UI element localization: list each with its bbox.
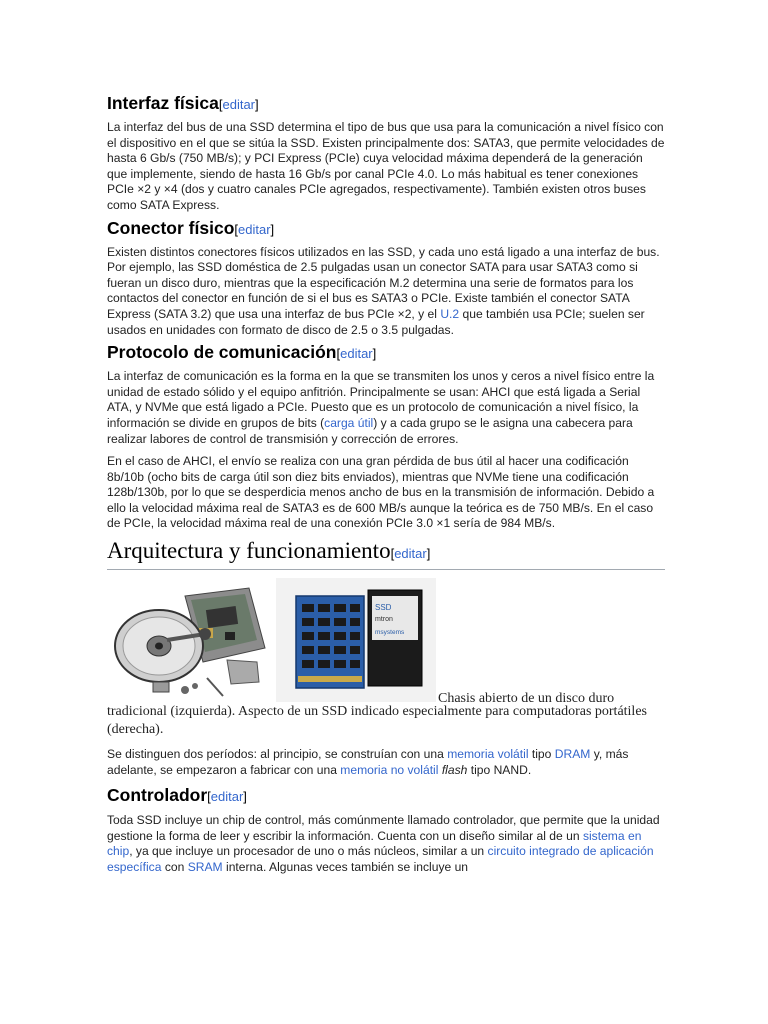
link-carga-util[interactable]: carga útil xyxy=(324,415,374,430)
ssd-image[interactable] xyxy=(276,578,436,702)
edit-section-link-wrapper: [editar] xyxy=(218,97,259,112)
link-circuito-integrado[interactable]: circuito integrado de aplicación específica xyxy=(107,844,654,875)
paragraph-protocolo-1 xyxy=(107,369,665,447)
text-run: Toda SSD incluye un chip de control, más comúnmente llamado controlador, que permite que la unidad gestione la forma de leer y escribir la información. Cuenta con un diseño similar al de un xyxy=(107,813,660,843)
article-content xyxy=(107,92,665,876)
heading-protocolo xyxy=(107,341,665,365)
text-run: con xyxy=(161,860,188,875)
link-dram[interactable]: DRAM xyxy=(554,747,591,762)
paragraph-protocolo-2: En el caso de AHCI, el envío se realiza con una gran pérdida de bus útil al hacer una codificación 8b/10b (ocho bits de carga útil son diez bits enviados), mientras que NVMe tiene una codificación 128b/130b, por lo que se desperdicia menos ancho de bus en la transmisión de información. Debido a ello la velocidad máxima real de SATA3 es de 600 MB/s aunque la teórica es de 750 MB/s. En el caso de PCIe, la velocidad máxima real de una conexión PCIe 3.0 ×1 sería de 984 MB/s. xyxy=(107,454,655,531)
figure-caption: tradicional (izquierda). Aspecto de un SSD indicado especialmente para computadoras portátiles (derecha). xyxy=(107,704,647,738)
text-run: ) y a cada grupo se le asigna una cabecera para realizar labores de control de transmisión y corrección de errores. xyxy=(107,415,633,446)
link-memoria-volatil[interactable]: memoria volátil xyxy=(447,747,529,762)
ssd-label-text: msystems xyxy=(375,629,405,637)
heading-text: Controlador xyxy=(107,785,208,806)
heading-arquitectura xyxy=(107,537,665,570)
edit-link-controlador[interactable]: editar xyxy=(210,789,244,805)
text-run: tipo xyxy=(528,747,555,762)
edit-link-arquitectura[interactable]: editar xyxy=(394,546,427,562)
heading-conector-fisico xyxy=(107,217,665,241)
text-run: y, más adelante, se empezaron a fabricar con una xyxy=(107,747,629,777)
heading-controlador xyxy=(107,784,665,808)
edit-section-link-wrapper: [editar] xyxy=(207,789,247,805)
text-run: , ya que incluye un procesador de uno o más núcleos, similar a un xyxy=(129,844,488,859)
heading-text: Interfaz física xyxy=(107,93,219,113)
text-run-italic: flash xyxy=(441,762,468,777)
link-memoria-no-volatil[interactable]: memoria no volátil xyxy=(340,762,439,777)
heading-interfaz-fisica xyxy=(107,92,665,116)
edit-link-interfaz[interactable]: editar xyxy=(222,97,256,112)
heading-text: Arquitectura y funcionamiento xyxy=(107,538,391,564)
link-u2[interactable]: U.2 xyxy=(440,306,460,321)
edit-section-link-wrapper: [editar] xyxy=(336,346,377,362)
hard-disk-open-image[interactable] xyxy=(107,578,267,702)
paragraph-conector xyxy=(107,245,665,339)
text-run: Se distinguen dos períodos: al principio, se construían con una xyxy=(107,747,448,762)
edit-section-link-wrapper: [editar] xyxy=(390,546,431,562)
edit-link-conector[interactable]: editar xyxy=(238,221,271,237)
paragraph-interfaz: La interfaz del bus de una SSD determina el tipo de bus que usa para la comunicación a nivel físico con el dispositivo en el que se sitúa la SSD. Existen principalmente dos: SATA3, que permite velocidades de hasta 6 Gb/s (750 MB/s); y PCI Express (PCIe) cuya velocidad máxima dependerá de la generación que implemente, siendo de hasta 16 Gb/s por canal PCIe 4.0. Lo más habitual es tener conexiones PCIe ×2 y ×4 (dos y cuatro canales PCIe agregados, respectivamente). También existen otros buses como SATA Express. xyxy=(107,120,665,212)
ssd-label-text: SSD xyxy=(375,603,392,613)
ssd-label-text: mtron xyxy=(375,616,393,624)
paragraph-controlador xyxy=(107,813,665,875)
link-sram[interactable]: SRAM xyxy=(187,860,223,875)
figure-row xyxy=(107,578,665,707)
text-run: tipo NAND. xyxy=(467,762,532,777)
text-run: La interfaz de comunicación es la forma en la que se transmiten los unos y ceros a nivel físico entre la unidad de estado sólido y el equipo anfitrión. Principalmente se usan: AHCI que está ligada a Serial ATA, y NVMe que está ligado a PCIe. Puesto que es un protocolo de comunicación a nivel físico, la información se divide en grupos de bits ( xyxy=(107,369,655,430)
text-run: interna. Algunas veces también se incluye un xyxy=(222,860,469,875)
heading-text: Protocolo de comunicación xyxy=(107,342,337,363)
paragraph-arquitectura xyxy=(107,747,665,778)
edit-section-link-wrapper: [editar] xyxy=(234,221,275,237)
edit-link-protocolo[interactable]: editar xyxy=(340,346,373,362)
text-run: Existen distintos conectores físicos utilizados en las SSD, y cada uno está ligado a una interfaz de bus. Por ejemplo, las SSD doméstica de 2.5 pulgadas usan un conector SATA para usar SATA3 como si fueran un disco duro, mientras que la especificación M.2 determina una serie de formatos para los contactos del conector en función de si el bus es SATA3 o PCIe. Existe también el conector SATA Express (SATA 3.2) que usa una interfaz de bus PCIe ×2, y el xyxy=(107,244,660,321)
text-run: que también usa PCIe; suelen ser usados en unidades con formato de disco de 2.5 o 3.5 pulgadas. xyxy=(107,306,645,337)
link-sistema-en-chip[interactable]: sistema en chip xyxy=(107,828,642,859)
figure-caption-start: Chasis abierto de un disco duro xyxy=(438,691,615,707)
heading-text: Conector físico xyxy=(107,217,235,238)
